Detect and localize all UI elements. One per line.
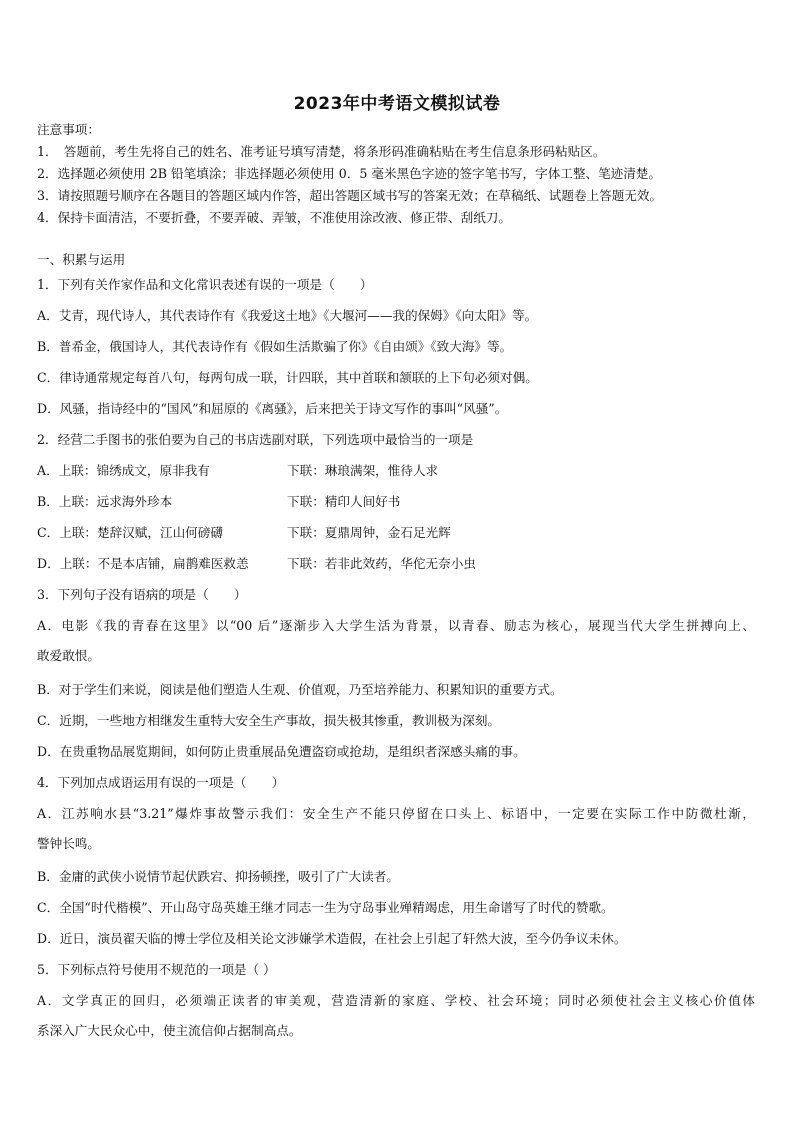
q2-option-d-upper: D．上联：不是本店铺，扁鹊难医救恙 [37,556,249,571]
q2-option-a-upper: A．上联：锦绣成文，原非我有 [37,463,210,478]
q4-option-a-line1: A．江苏响水县“3.21”爆炸事故警示我们：安全生产不能只停留在口头上、标语中，一定要在实际工作中防微杜渐， [37,806,755,821]
q5-option-a-line1: A．文学真正的回归，必须端正读者的审美观，营造清新的家庭、学校、社会环境；同时必须使社会主义核心价值体 [37,993,755,1008]
q3-stem: 3．下列句子没有语病的项是（ ） [37,587,247,602]
q3-option-a-line2: 敢爱敢恨。 [37,648,100,663]
q2-option-b-lower: 下联：精印人间好书 [287,494,401,509]
q1-option-a: A．艾青，现代诗人，其代表诗作有《我爱这土地》《大堰河——我的保姆》《向太阳》等。 [37,308,538,323]
q3-option-a-line1: A．电影《我的青春在这里》以“00 后”逐渐步入大学生活为背景，以青春、励志为核心，展现当代大学生拼搏向上、 [37,618,755,633]
notice-item-2: 2．选择题必须使用 2B 铅笔填涂；非选择题必须使用 0．5 毫米黑色字迹的签字笔书写，字体工整、笔迹清楚。 [37,166,662,181]
q2-option-d-lower: 下联：若非此效药，华佗无奈小虫 [287,556,476,571]
notice-item-1: 1． 答题前，考生先将自己的姓名、准考证号填写清楚，将条形码准确粘贴在考生信息条形码粘贴区。 [37,144,606,159]
q4-stem: 4．下列加点成语运用有误的一项是（ ） [37,775,285,790]
q3-option-d: D．在贵重物品展览期间，如何防止贵重展品免遭盗窃或抢劫，是组织者深感头痛的事。 [37,744,526,759]
q4-option-c: C．全国“时代楷模”、开山岛守岛英雄王继才同志一生为守岛事业殚精竭虑，用生命谱写了时代的赞歌。 [37,900,614,915]
section-heading: 一、积累与运用 [37,252,126,267]
q5-option-a-line2: 系深入广大民众心中，使主流信仰占据制高点。 [37,1023,302,1038]
q2-option-c-upper: C．上联：楚辞汉赋，江山何磅礴 [37,525,223,540]
q4-option-d: D．近日，演员翟天临的博士学位及相关论文涉嫌学术造假，在社会上引起了轩然大波，至今仍争议未休。 [37,931,627,946]
q3-option-b: B．对于学生们来说，阅读是他们塑造人生观、价值观，乃至培养能力、积累知识的重要方式。 [37,682,563,697]
q2-stem: 2．经营二手图书的张伯要为自己的书店选副对联，下列选项中最恰当的一项是 [37,432,474,447]
notice-item-4: 4．保持卡面清洁，不要折叠，不要弄破、弄皱，不准使用涂改液、修正带、刮纸刀。 [37,210,511,225]
exam-title: 2023年中考语文模拟试卷 [293,94,501,114]
q1-option-d: D．风骚，指诗经中的“国风”和屈原的《离骚》，后来把关于诗文写作的事叫“风骚”。 [37,401,508,416]
notice-item-3: 3．请按照题号顺序在各题目的答题区域内作答，超出答题区域书写的答案无效；在草稿纸、试题卷上答题无效。 [37,188,663,203]
q1-option-c: C．律诗通常规定每首八句，每两句成一联，计四联，其中首联和颔联的上下句必须对偶。 [37,370,538,385]
q2-option-c-lower: 下联：夏鼎周钟，金石足光辉 [287,525,451,540]
q4-option-a-line2: 警钟长鸣。 [37,836,100,851]
q4-option-b: B．金庸的武侠小说情节起伏跌宕、抑扬顿挫，吸引了广大读者。 [37,869,399,884]
notice-heading: 注意事项： [37,122,100,137]
q1-option-b: B．普希金，俄国诗人，其代表诗作有《假如生活欺骗了你》《自由颂》《致大海》等。 [37,339,513,354]
q2-option-a-lower: 下联：琳琅满架，惟待人求 [287,463,439,478]
q2-option-b-upper: B．上联：远求海外珍本 [37,494,173,509]
q3-option-c: C．近期，一些地方相继发生重特大安全生产事故，损失极其惨重，教训极为深刻。 [37,713,501,728]
q5-stem: 5．下列标点符号使用不规范的一项是（ ） [37,962,276,977]
q1-stem: 1．下列有关作家作品和文化常识表述有误的一项是（ ） [37,277,373,292]
